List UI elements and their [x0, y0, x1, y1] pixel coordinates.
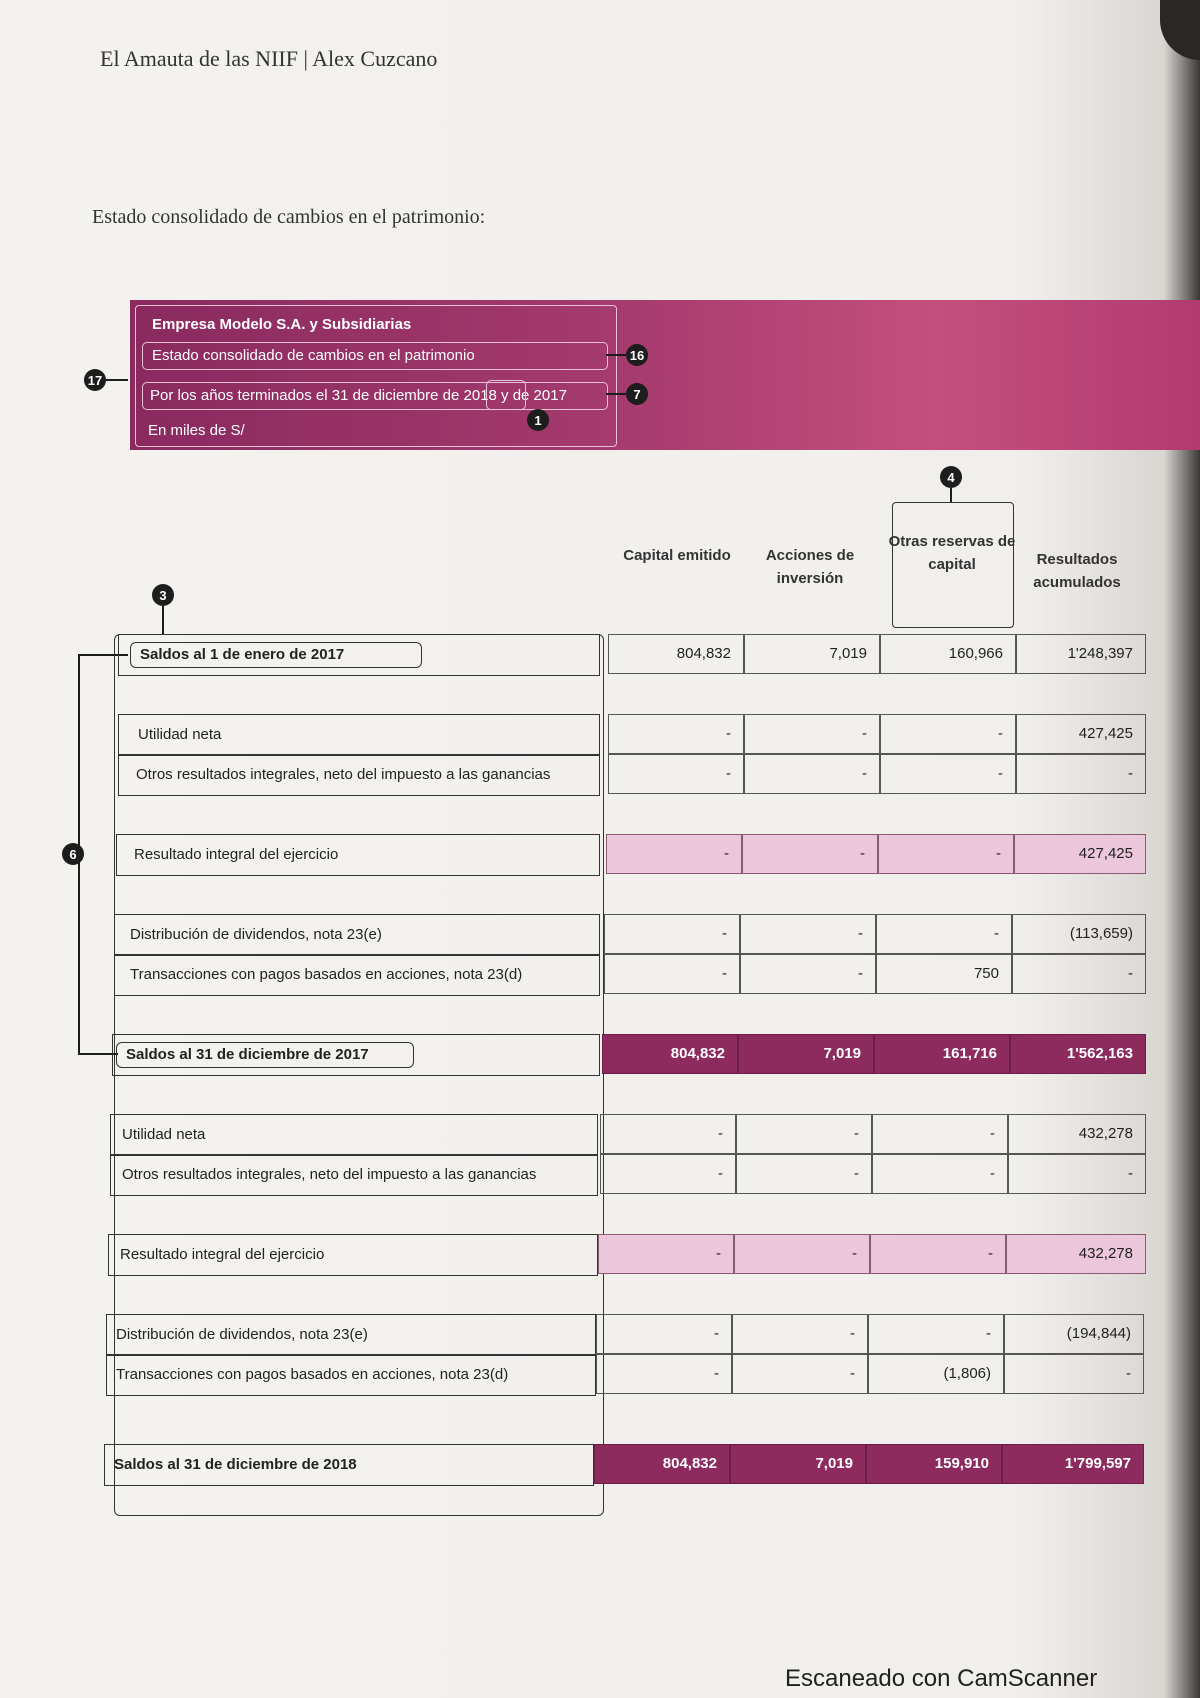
- table-cell: 427,425: [1014, 834, 1146, 874]
- table-cell: (194,844): [1004, 1314, 1144, 1354]
- table-cell: -: [604, 954, 740, 994]
- table-cell: -: [1012, 954, 1146, 994]
- table-cell: 432,278: [1008, 1114, 1146, 1154]
- table-cell: 804,832: [594, 1444, 730, 1484]
- row-label: Transacciones con pagos basados en acciones, nota 23(d): [130, 966, 523, 983]
- table-cell: -: [736, 1154, 872, 1194]
- table-cell: -: [600, 1154, 736, 1194]
- statement-name: Estado consolidado de cambios en el patrimonio: [152, 347, 475, 364]
- table-cell: -: [608, 754, 744, 794]
- table-cell: -: [880, 754, 1016, 794]
- row-label: Utilidad neta: [138, 726, 222, 743]
- table-cell: -: [732, 1314, 868, 1354]
- table-cell: -: [872, 1154, 1008, 1194]
- row-label: Resultado integral del ejercicio: [134, 846, 339, 863]
- table-cell: 160,966: [880, 634, 1016, 674]
- marker-3-connector: [162, 606, 164, 634]
- marker-17: 17: [84, 369, 106, 391]
- table-cell: -: [1016, 754, 1146, 794]
- column-header-acciones: Acciones de inversión: [765, 547, 855, 587]
- table-cell: 159,910: [866, 1444, 1002, 1484]
- table-cell: -: [596, 1354, 732, 1394]
- table-cell: 750: [876, 954, 1012, 994]
- marker-16: 16: [626, 344, 648, 366]
- section-title: Estado consolidado de cambios en el patrimonio:: [92, 206, 486, 228]
- table-cell: (1,806): [868, 1354, 1004, 1394]
- table-cell: -: [744, 714, 880, 754]
- table-cell: -: [736, 1114, 872, 1154]
- marker-4: 4: [940, 466, 962, 488]
- table-cell: -: [608, 714, 744, 754]
- marker-4-connector: [950, 488, 952, 502]
- table-cell: -: [880, 714, 1016, 754]
- scanner-watermark: Escaneado con CamScanner: [785, 1665, 1098, 1692]
- table-cell: 7,019: [730, 1444, 866, 1484]
- row-label: Distribución de dividendos, nota 23(e): [116, 1326, 368, 1343]
- row-label: Otros resultados integrales, neto del impuesto a las ganancias: [136, 766, 551, 783]
- row-label: Transacciones con pagos basados en acciones, nota 23(d): [116, 1366, 509, 1383]
- table-cell: 804,832: [608, 634, 744, 674]
- marker-16-connector: [606, 354, 626, 356]
- table-cell: -: [744, 754, 880, 794]
- running-head: El Amauta de las NIIF | Alex Cuzcano: [100, 46, 438, 71]
- table-cell: -: [604, 914, 740, 954]
- table-cell: -: [1004, 1354, 1144, 1394]
- table-cell: -: [1008, 1154, 1146, 1194]
- year-highlight-frame: [486, 380, 526, 410]
- units-text: En miles de S/: [148, 422, 245, 439]
- table-cell: (113,659): [1012, 914, 1146, 954]
- marker-1: 1: [527, 409, 549, 431]
- marker-3: 3: [152, 584, 174, 606]
- marker-7: 7: [626, 383, 648, 405]
- table-cell: 1'799,597: [1002, 1444, 1144, 1484]
- table-cell: -: [598, 1234, 734, 1274]
- marker-7-connector: [606, 393, 626, 395]
- table-cell: -: [740, 954, 876, 994]
- table-cell: 161,716: [874, 1034, 1010, 1074]
- marker-17-connector: [106, 379, 128, 381]
- row-label: Otros resultados integrales, neto del impuesto a las ganancias: [122, 1166, 537, 1183]
- table-cell: -: [876, 914, 1012, 954]
- table-cell: 1'248,397: [1016, 634, 1146, 674]
- table-cell: 1'562,163: [1010, 1034, 1146, 1074]
- row-label: Resultado integral del ejercicio: [120, 1246, 325, 1263]
- table-cell: 432,278: [1006, 1234, 1146, 1274]
- table-cell: 804,832: [602, 1034, 738, 1074]
- table-cell: -: [878, 834, 1014, 874]
- row-label: Saldos al 31 de diciembre de 2018: [114, 1456, 357, 1473]
- table-cell: 7,019: [738, 1034, 874, 1074]
- row-label: Saldos al 1 de enero de 2017: [140, 646, 345, 663]
- row-label: Saldos al 31 de diciembre de 2017: [126, 1046, 369, 1063]
- period-text: Por los años terminados el 31 de diciembre de 2018 y de 2017: [150, 387, 567, 404]
- table-cell: -: [606, 834, 742, 874]
- column-header-otras-reservas: Otras reservas de capital: [888, 533, 1016, 573]
- row-label: Distribución de dividendos, nota 23(e): [130, 926, 382, 943]
- table-cell: 427,425: [1016, 714, 1146, 754]
- table-cell: -: [596, 1314, 732, 1354]
- table-cell: -: [870, 1234, 1006, 1274]
- table-cell: -: [734, 1234, 870, 1274]
- table-cell: -: [742, 834, 878, 874]
- column-header-capital: Capital emitido: [623, 547, 731, 564]
- table-cell: 7,019: [744, 634, 880, 674]
- table-cell: -: [740, 914, 876, 954]
- table-cell: -: [868, 1314, 1004, 1354]
- table-cell: -: [872, 1114, 1008, 1154]
- company-name: Empresa Modelo S.A. y Subsidiarias: [152, 316, 412, 333]
- column-header-resultados: Resultados acumulados: [1033, 551, 1121, 591]
- row-label: Utilidad neta: [122, 1126, 206, 1143]
- marker-6: 6: [62, 843, 84, 865]
- table-cell: -: [732, 1354, 868, 1394]
- table-cell: -: [600, 1114, 736, 1154]
